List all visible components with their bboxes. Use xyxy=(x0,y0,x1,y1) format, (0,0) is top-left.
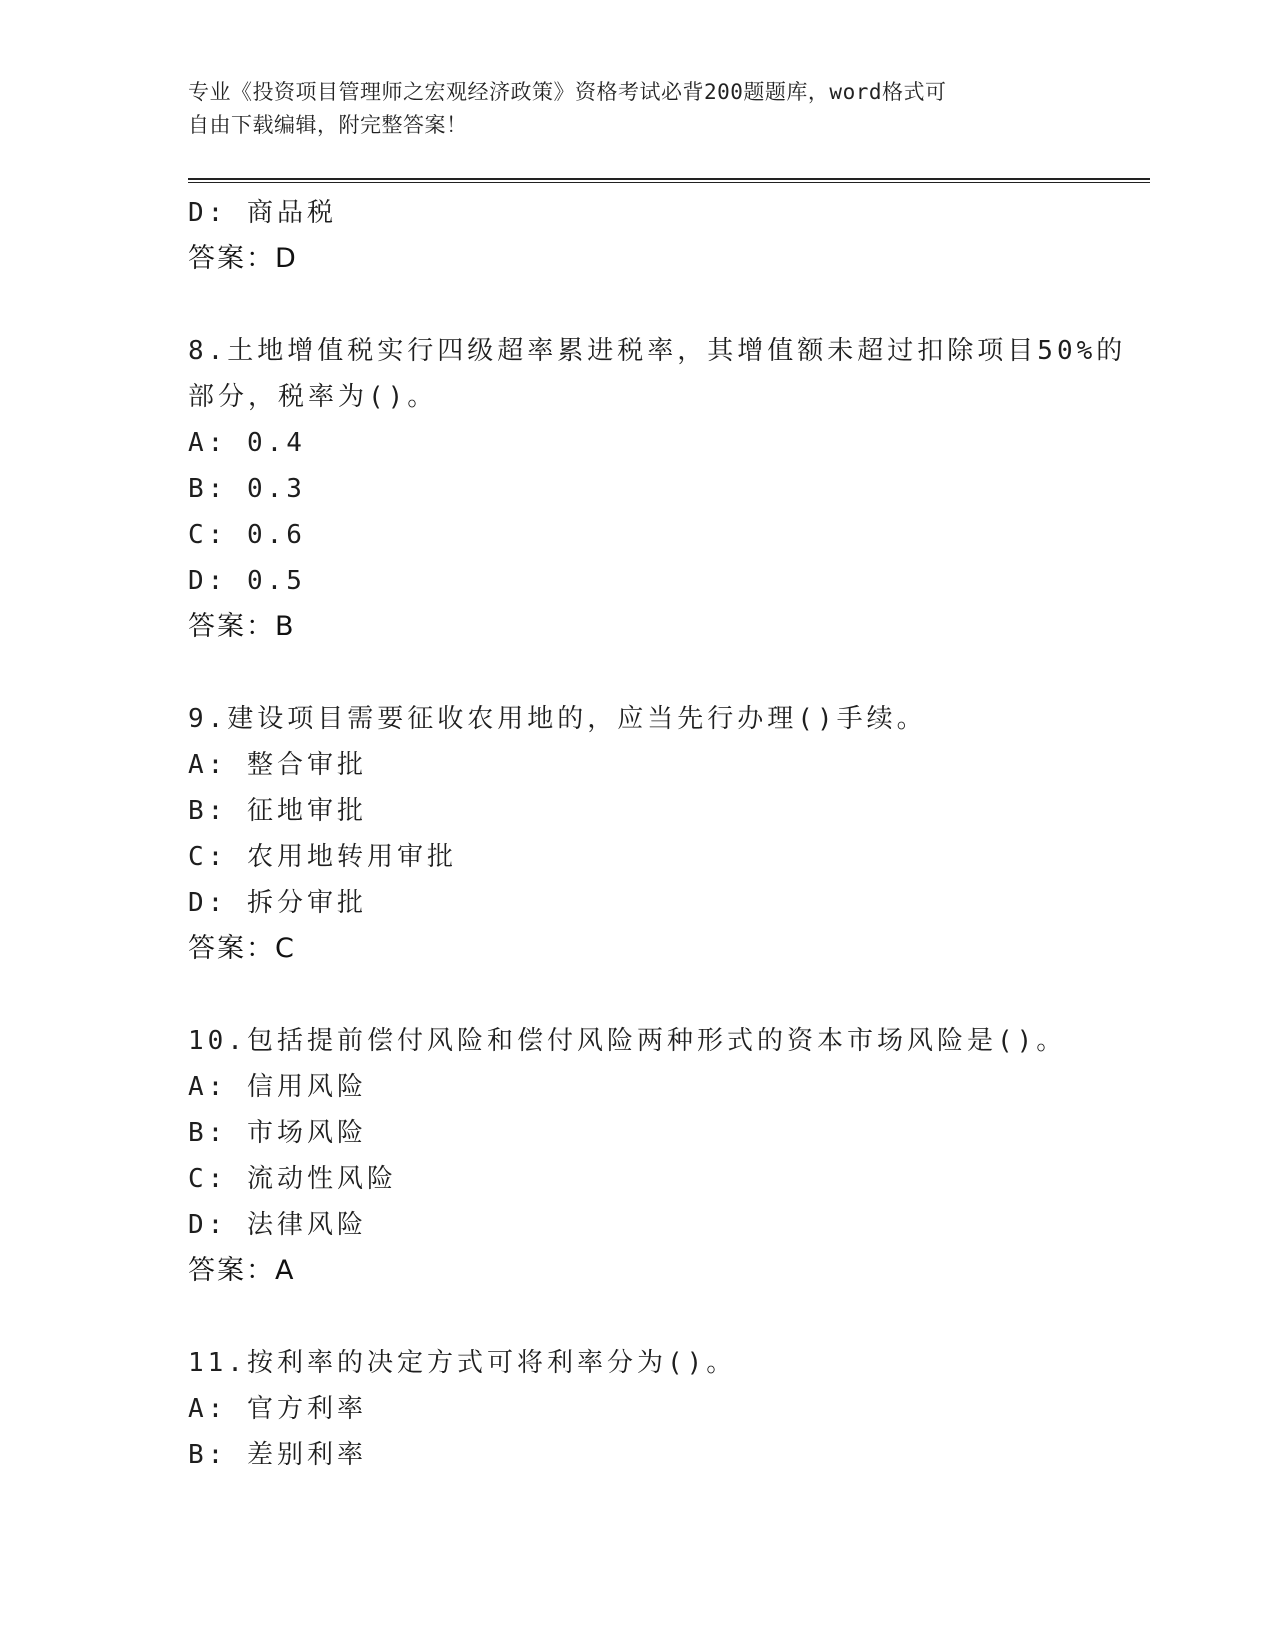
header-line-2: 自由下载编辑，附完整答案！ xyxy=(188,113,468,137)
question-stem: 10.包括提前偿付风险和偿付风险两种形式的资本市场风险是()。 xyxy=(188,1026,1067,1056)
answer: 答案：B xyxy=(188,611,296,642)
question-stem: 11.按利率的决定方式可将利率分为()。 xyxy=(188,1348,737,1378)
spacer xyxy=(188,650,1150,696)
header-line-1: 专业《投资项目管理师之宏观经济政策》资格考试必背200题题库，word格式可 xyxy=(188,80,947,104)
option-b: B: 征地审批 xyxy=(188,796,367,826)
option-b: B: 市场风险 xyxy=(188,1118,367,1148)
answer: 答案：C xyxy=(188,933,296,964)
question-8 xyxy=(188,328,1150,650)
answer: 答案：A xyxy=(188,1255,296,1286)
option-b: B: 差别利率 xyxy=(188,1440,367,1470)
option-c: C: 流动性风险 xyxy=(188,1164,397,1194)
previous-answer: 答案：D xyxy=(188,243,298,274)
question-9 xyxy=(188,696,1150,972)
option-d: D: 拆分审批 xyxy=(188,888,367,918)
question-11 xyxy=(188,1340,1150,1478)
option-a: A: 整合审批 xyxy=(188,750,367,780)
spacer xyxy=(188,972,1150,1018)
option-a: A: 信用风险 xyxy=(188,1072,367,1102)
question-stem: 9.建设项目需要征收农用地的，应当先行办理()手续。 xyxy=(188,704,927,734)
option-c: C: 0.6 xyxy=(188,520,306,550)
option-d: D: 法律风险 xyxy=(188,1210,367,1240)
option-c: C: 农用地转用审批 xyxy=(188,842,457,872)
option-d: D: 0.5 xyxy=(188,566,306,596)
document-header xyxy=(188,76,1088,142)
option-b: B: 0.3 xyxy=(188,474,306,504)
spacer xyxy=(188,282,1150,328)
header-divider xyxy=(188,178,1150,183)
spacer xyxy=(188,1294,1150,1340)
option-a: A: 官方利率 xyxy=(188,1394,367,1424)
option-a: A: 0.4 xyxy=(188,428,306,458)
question-stem-continued: 部分，税率为()。 xyxy=(188,382,438,412)
previous-option-d: D: 商品税 xyxy=(188,198,337,228)
question-list xyxy=(188,190,1150,1478)
question-10 xyxy=(188,1018,1150,1294)
question-stem: 8.土地增值税实行四级超率累进税率，其增值额未超过扣除项目50%的 xyxy=(188,336,1127,366)
